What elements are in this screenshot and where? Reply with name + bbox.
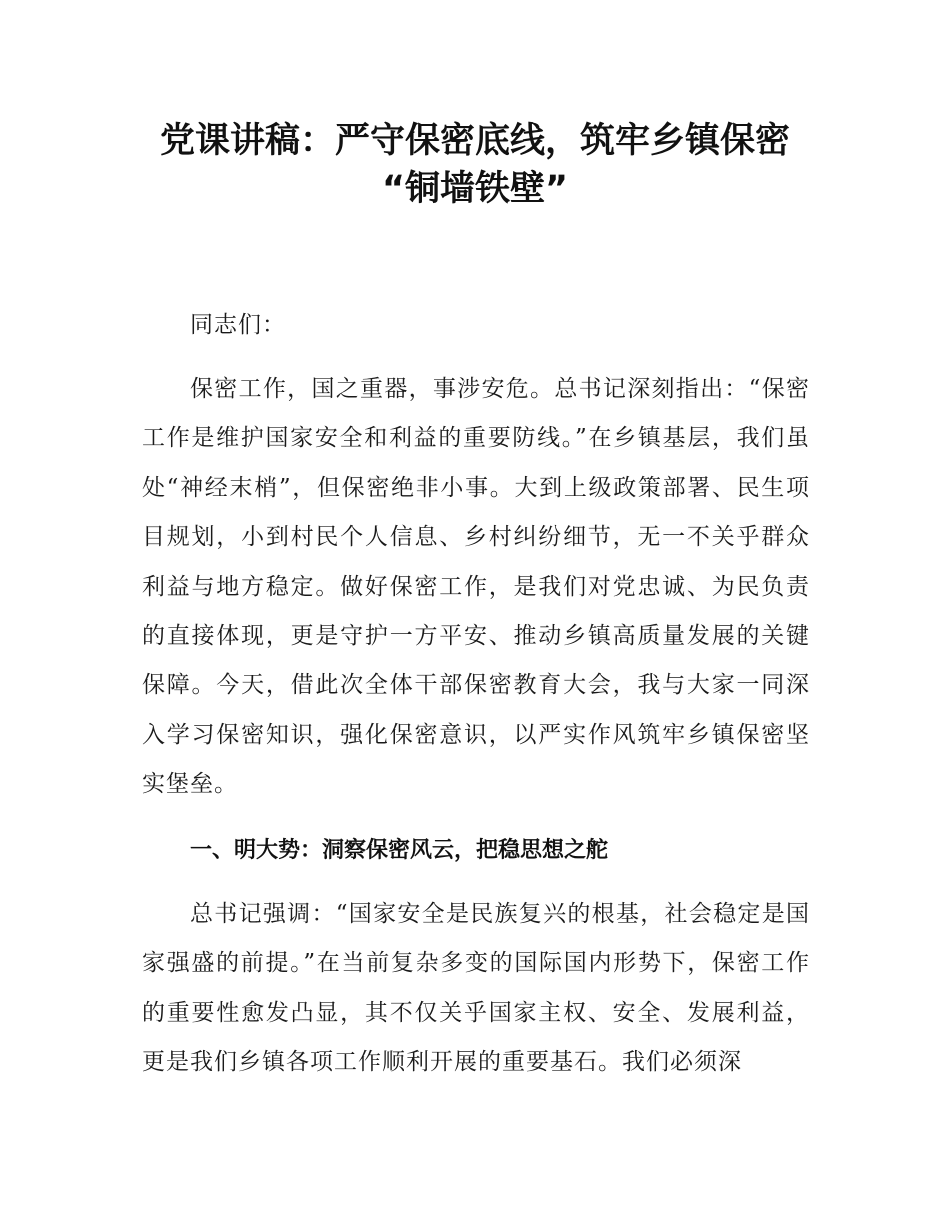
paragraph-section-1: 总书记强调：“国家安全是民族复兴的根基，社会稳定是国家强盛的前提。”在当前复杂多变的国际国内形势下，保密工作的重要性愈发凸显，其不仅关乎国家主权、安全、发展利益，更是我们乡镇各项工作顺利开展的重要基石。我们必须深 — [142, 901, 810, 1076]
document-title-line-2: “铜墙铁壁” — [381, 169, 568, 209]
salutation: 同志们： — [190, 312, 286, 338]
document-title-line-1: 党课讲稿：严守保密底线，筑牢乡镇保密 — [159, 121, 790, 161]
section-heading-1: 一、明大势：洞察保密风云，把稳思想之舵 — [190, 838, 609, 863]
paragraph-intro: 保密工作，国之重器，事涉安危。总书记深刻指出：“保密工作是维护国家安全和利益的重要防线。”在乡镇基层，我们虽处“神经末梢”，但保密绝非小事。大到上级政策部署、民生项目规划，小到村民个人信息、乡村纠纷细节，无一不关乎群众利益与地方稳定。做好保密工作，是我们对党忠诚、为民负责的直接体现，更是守护一方平安、推动乡镇高质量发展的关键保障。今天，借此次全体干部保密教育大会，我与大家一同深入学习保密知识，强化保密意识，以严实作风筑牢乡镇保密坚实堡垒。 — [142, 376, 810, 798]
